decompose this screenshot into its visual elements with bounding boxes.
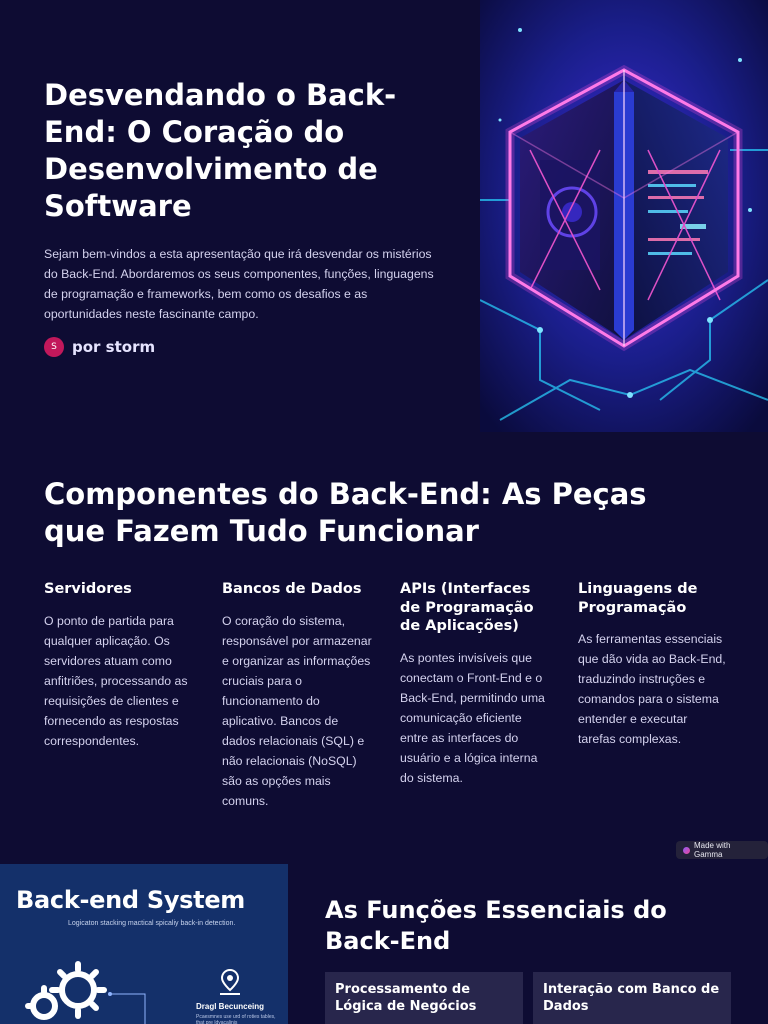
function-card-title: Processamento de Lógica de Negócios (335, 982, 477, 1014)
author-name: por storm (72, 338, 156, 356)
author-byline (44, 337, 155, 357)
image-label: Dragl Becunceing (196, 1002, 265, 1011)
made-with-gamma-badge[interactable] (676, 841, 768, 859)
gear-icon (0, 864, 288, 1024)
hero-subtitle: Sejam bem-vindos a esta apresentação que irá desvendar os mistérios do Back-End. Abordaremos os seus componentes, funções, linguagens de programação e frameworks, bem como os desafios e as oportunidades neste fascinante campo. (44, 247, 434, 321)
component-text: O coração do sistema, responsável por armazenar e organizar as informações cruciais para o funcionamento do aplicativo. Bancos de dados relacionais (SQL) e não relacionais (NoSQL) são as opções mais comuns. (222, 613, 372, 808)
component-servers (44, 580, 194, 751)
component-text: O ponto de partida para qualquer aplicação. Os servidores atuam como anfitriões, processando as requisições de clientes e fornecendo as respostas correspondentes. (44, 613, 188, 748)
component-text: As ferramentas essenciais que dão vida ao Back-End, traduzindo instruções e comandos para o sistema entender e executar tarefas complexas. (578, 632, 726, 746)
hero-title: Desvendando o Back-End: O Coração do Desenvolvimento de Software (44, 78, 397, 223)
image-title: Back-end System (16, 886, 246, 914)
hexagon-server-illustration (480, 0, 768, 432)
hexagon-server-icon (480, 0, 768, 432)
components-title: Componentes do Back-End: As Peças que Fazem Tudo Funcionar (44, 477, 647, 548)
component-apis (400, 580, 550, 788)
function-card (325, 972, 523, 1024)
image-caption: Pcaesmnes use urd of roties tables, that pre ldyacalinis (196, 1014, 276, 1024)
functions-title: As Funções Essenciais do Back-End (325, 896, 667, 955)
location-pin-icon (217, 968, 243, 996)
component-databases (222, 580, 372, 811)
component-title: Bancos de Dados (222, 581, 362, 597)
component-languages (578, 580, 728, 749)
badge-label: Made with Gamma (693, 841, 731, 859)
component-title: Servidores (44, 581, 132, 597)
function-card (533, 972, 731, 1024)
components-slide (0, 432, 768, 864)
functions-slide (0, 864, 768, 1024)
avatar: S (44, 337, 64, 357)
component-text: As pontes invisíveis que conectam o Front-End e o Back-End, permitindo uma comunicação eficiente entre as interfaces do usuário e a lógica interna do sistema. (400, 650, 545, 785)
title-slide (0, 0, 768, 432)
gamma-logo-icon (683, 847, 690, 854)
image-subtitle: Logicaton stacking mactical spicaliy back-in detection. (68, 920, 236, 927)
function-card-title: Interação com Banco de Dados (543, 982, 720, 1014)
component-title: Linguagens de Programação (578, 581, 698, 616)
component-title: APIs (Interfaces de Programação de Aplicações) (400, 581, 534, 634)
backend-system-image (0, 864, 288, 1024)
